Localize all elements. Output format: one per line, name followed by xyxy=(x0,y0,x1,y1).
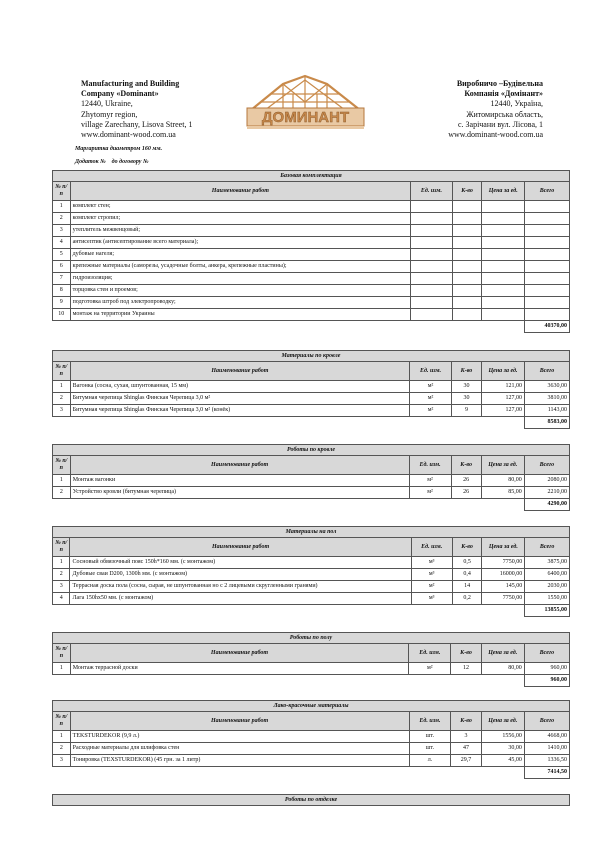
row-num: 5 xyxy=(53,249,71,261)
row-total: 2210,00 xyxy=(524,487,569,499)
row-qty xyxy=(452,201,482,213)
row-name: TEKSTURDEKOR (9,9 л.) xyxy=(70,731,409,743)
row-num: 3 xyxy=(53,225,71,237)
table-row xyxy=(53,285,570,297)
table-row xyxy=(53,405,570,417)
row-total: 3810,00 xyxy=(524,393,569,405)
row-total xyxy=(525,261,570,273)
contract-annex: Додаток № до договору № xyxy=(75,159,149,165)
row-num: 1 xyxy=(53,663,71,675)
row-price: 16000,00 xyxy=(482,569,525,581)
row-total xyxy=(525,249,570,261)
row-name: комплект стен; xyxy=(70,201,411,213)
row-name: Монтаж террасной доски xyxy=(70,663,409,675)
row-total: 6400,00 xyxy=(525,569,570,581)
row-qty xyxy=(452,261,482,273)
row-qty: 0,5 xyxy=(452,557,482,569)
row-price xyxy=(482,237,525,249)
sum-row xyxy=(53,605,570,617)
row-num: 1 xyxy=(53,475,71,487)
row-price: 145,00 xyxy=(482,581,525,593)
row-total: 2080,00 xyxy=(524,475,569,487)
row-name: Тонировка (TEXSTURDEKOR) (45 грн. за 1 литр) xyxy=(70,755,409,767)
section-title: Роботы по отделке xyxy=(53,795,570,806)
table-row xyxy=(53,593,570,605)
row-num: 8 xyxy=(53,285,71,297)
row-price: 85,00 xyxy=(481,487,524,499)
row-qty: 3 xyxy=(451,731,481,743)
row-unit: м² xyxy=(409,475,451,487)
row-price xyxy=(482,285,525,297)
row-total xyxy=(525,213,570,225)
row-total: 3630,00 xyxy=(524,381,569,393)
table-row xyxy=(53,213,570,225)
row-total: 2030,00 xyxy=(525,581,570,593)
row-unit: шт. xyxy=(409,743,451,755)
col-price-header: Цена за ед. xyxy=(481,644,524,663)
row-num: 4 xyxy=(53,593,70,605)
website-ua: www.dominant-wood.com.ua xyxy=(448,130,543,140)
section-sum: 960,00 xyxy=(524,675,569,687)
row-num: 1 xyxy=(53,731,71,743)
col-name-header: Наименование работ xyxy=(70,712,409,731)
row-num: 3 xyxy=(53,581,70,593)
row-price: 7750,00 xyxy=(482,557,525,569)
table-row xyxy=(53,273,570,285)
row-total xyxy=(525,237,570,249)
col-price-header: Цена за ед. xyxy=(482,182,525,201)
row-unit: м³ xyxy=(411,593,452,605)
row-qty xyxy=(452,309,482,321)
row-total xyxy=(525,273,570,285)
col-num-header: № п/п xyxy=(53,362,71,381)
col-total-header: Всего xyxy=(524,456,569,475)
row-qty: 14 xyxy=(452,581,482,593)
row-unit xyxy=(411,273,452,285)
row-price: 80,00 xyxy=(481,475,524,487)
row-total xyxy=(525,225,570,237)
row-price: 30,00 xyxy=(481,743,524,755)
row-name: утеплитель межвенцовый; xyxy=(70,225,411,237)
row-unit xyxy=(411,237,452,249)
table-row xyxy=(53,201,570,213)
sum-row xyxy=(53,499,570,511)
row-total: 1143,00 xyxy=(524,405,569,417)
row-price xyxy=(482,201,525,213)
row-unit xyxy=(411,249,452,261)
section-table xyxy=(52,700,570,779)
row-total: 1550,00 xyxy=(525,593,570,605)
row-name: Дубовые сваи D200, 1300h мм. (с монтажом) xyxy=(70,569,411,581)
company-header-ukrainian xyxy=(448,79,543,140)
row-unit xyxy=(411,261,452,273)
row-total xyxy=(525,297,570,309)
section-table xyxy=(52,444,570,511)
row-qty xyxy=(452,237,482,249)
col-total-header: Всего xyxy=(524,644,569,663)
row-price: 7750,00 xyxy=(482,593,525,605)
section-title: Материалы по кровле xyxy=(53,351,570,362)
table-row xyxy=(53,297,570,309)
table-row xyxy=(53,581,570,593)
section-sum: 8583,00 xyxy=(524,417,569,429)
row-total: 4668,00 xyxy=(524,731,569,743)
row-unit: м² xyxy=(410,393,452,405)
website-en: www.dominant-wood.com.ua xyxy=(81,130,176,140)
row-unit: м² xyxy=(409,487,451,499)
sum-row xyxy=(53,417,570,429)
row-price xyxy=(482,213,525,225)
row-unit: м³ xyxy=(411,569,452,581)
row-total xyxy=(525,285,570,297)
col-price-header: Цена за ед. xyxy=(481,456,524,475)
address-ua-1: 12440, Україна, xyxy=(490,99,543,109)
company-name-en-1: Manufacturing and Building xyxy=(81,79,180,88)
col-total-header: Всего xyxy=(524,362,569,381)
row-unit xyxy=(411,297,452,309)
row-unit: м³ xyxy=(411,557,452,569)
col-total-header: Всего xyxy=(524,712,569,731)
table-row xyxy=(53,569,570,581)
table-row xyxy=(53,487,570,499)
col-price-header: Цена за ед. xyxy=(482,362,525,381)
row-unit: м² xyxy=(410,381,452,393)
row-qty: 9 xyxy=(451,405,481,417)
col-total-header: Всего xyxy=(525,182,570,201)
table-row xyxy=(53,393,570,405)
company-name-ua-2: Компанія «Домінант» xyxy=(464,89,543,99)
row-unit xyxy=(411,225,452,237)
row-qty: 26 xyxy=(451,475,481,487)
row-price: 45,00 xyxy=(481,755,524,767)
row-num: 10 xyxy=(53,309,71,321)
col-price-header: Цена за ед. xyxy=(482,538,525,557)
col-num-header: № п/п xyxy=(53,644,71,663)
col-name-header: Наименование работ xyxy=(70,182,411,201)
row-name: Битумная черепица Shinglas Финская Черепица 3,0 м² xyxy=(70,393,410,405)
row-price xyxy=(482,309,525,321)
col-name-header: Наименование работ xyxy=(70,362,410,381)
row-name: Монтаж вагонки xyxy=(70,475,409,487)
row-unit xyxy=(411,213,452,225)
sum-row xyxy=(53,767,570,779)
address-en-2: Zhytomyr region, xyxy=(81,109,138,119)
row-qty: 0,4 xyxy=(452,569,482,581)
row-num: 2 xyxy=(53,569,70,581)
row-num: 1 xyxy=(53,381,71,393)
row-price: 1556,00 xyxy=(481,731,524,743)
col-qty-header: К-во xyxy=(451,712,481,731)
row-num: 2 xyxy=(53,393,71,405)
logo-text: ДОМИНАНТ xyxy=(261,109,350,126)
table-row xyxy=(53,237,570,249)
row-name: Расходные материалы для шлифовка стен xyxy=(70,743,409,755)
col-unit-header: Ед. изм. xyxy=(409,644,451,663)
row-name: Сосновый обвязочный пояс 150h*160 мм. (с монтажом) xyxy=(70,557,411,569)
row-qty xyxy=(452,225,482,237)
row-qty xyxy=(452,249,482,261)
table-row xyxy=(53,743,570,755)
section-table xyxy=(52,350,570,429)
col-num-header: № п/п xyxy=(53,712,71,731)
row-unit: л. xyxy=(409,755,451,767)
section-table xyxy=(52,526,570,617)
col-unit-header: Ед. изм. xyxy=(410,362,452,381)
row-total: 1410,00 xyxy=(524,743,569,755)
section-sum: 4290,00 xyxy=(524,499,569,511)
row-num: 2 xyxy=(53,743,71,755)
row-name: антисептик (антисептирование всего материала); xyxy=(70,237,411,249)
row-name: подготовка штроб под электропроводку; xyxy=(70,297,411,309)
address-ua-2: Житомирська область, xyxy=(466,109,543,119)
table-row xyxy=(53,755,570,767)
row-qty xyxy=(452,285,482,297)
row-num: 2 xyxy=(53,213,71,225)
col-qty-header: К-во xyxy=(451,644,481,663)
row-qty: 47 xyxy=(451,743,481,755)
section-title: Роботы по полу xyxy=(53,633,570,644)
company-name-en-2: Company «Dominant» xyxy=(81,89,159,99)
col-name-header: Наименование работ xyxy=(70,538,411,557)
section-title: Лако-красочные материалы xyxy=(53,701,570,712)
address-en-1: 12440, Ukraine, xyxy=(81,99,133,109)
product-subtitle: Маргаритка диаметром 160 мм. xyxy=(75,146,163,152)
row-num: 7 xyxy=(53,273,71,285)
row-qty: 0,2 xyxy=(452,593,482,605)
row-name: торцовка стен и проемов; xyxy=(70,285,411,297)
col-qty-header: К-во xyxy=(451,362,481,381)
table-row xyxy=(53,663,570,675)
col-unit-header: Ед. изм. xyxy=(409,456,451,475)
col-total-header: Всего xyxy=(525,538,570,557)
row-price: 121,00 xyxy=(482,381,525,393)
row-qty: 30 xyxy=(451,393,481,405)
row-total: 3875,00 xyxy=(525,557,570,569)
row-name: Битумная черепица Shinglas Финская Черепица 3,0 м² (конёк) xyxy=(70,405,410,417)
col-num-header: № п/п xyxy=(53,456,71,475)
section-title: Материалы на пол xyxy=(53,527,570,538)
table-row xyxy=(53,475,570,487)
row-unit xyxy=(411,285,452,297)
section-sum: 40370,00 xyxy=(525,321,570,333)
row-name: Устройство кровли (битумная черепица) xyxy=(70,487,409,499)
row-unit: м² xyxy=(411,581,452,593)
row-num: 2 xyxy=(53,487,71,499)
address-en-3: village Zarechany, Lisova Street, 1 xyxy=(81,119,193,129)
house-frame-logo-icon xyxy=(243,74,368,136)
row-total: 960,00 xyxy=(524,663,569,675)
row-name: дубовые нагеля; xyxy=(70,249,411,261)
row-num: 3 xyxy=(53,405,71,417)
row-price xyxy=(482,297,525,309)
row-name: монтаж на территории Украины xyxy=(70,309,411,321)
row-price: 80,00 xyxy=(481,663,524,675)
row-price xyxy=(482,249,525,261)
table-row xyxy=(53,249,570,261)
row-unit: шт. xyxy=(409,731,451,743)
row-num: 1 xyxy=(53,201,71,213)
company-logo xyxy=(243,74,368,136)
col-qty-header: К-во xyxy=(452,538,482,557)
row-qty: 30 xyxy=(451,381,481,393)
col-unit-header: Ед. изм. xyxy=(411,182,452,201)
row-qty: 26 xyxy=(451,487,481,499)
row-qty xyxy=(452,213,482,225)
row-num: 4 xyxy=(53,237,71,249)
row-name: гидроизоляция; xyxy=(70,273,411,285)
sum-row xyxy=(53,675,570,687)
section-sum: 7414,50 xyxy=(524,767,569,779)
row-total xyxy=(525,309,570,321)
row-qty xyxy=(452,273,482,285)
section-table xyxy=(52,170,570,333)
table-row xyxy=(53,557,570,569)
row-price: 127,00 xyxy=(482,393,525,405)
row-unit: м² xyxy=(409,663,451,675)
sum-row xyxy=(53,321,570,333)
col-name-header: Наименование работ xyxy=(70,644,409,663)
row-name: комплект стропил; xyxy=(70,213,411,225)
row-qty: 12 xyxy=(451,663,481,675)
table-row xyxy=(53,261,570,273)
row-unit: м² xyxy=(410,405,452,417)
row-qty xyxy=(452,297,482,309)
company-header-english xyxy=(81,79,192,140)
col-price-header: Цена за ед. xyxy=(481,712,524,731)
row-unit xyxy=(411,201,452,213)
section-title: Роботы по кровле xyxy=(53,445,570,456)
row-num: 9 xyxy=(53,297,71,309)
col-num-header: № п/п xyxy=(53,538,70,557)
row-qty: 29,7 xyxy=(451,755,481,767)
row-price xyxy=(482,261,525,273)
row-total: 1336,50 xyxy=(524,755,569,767)
col-qty-header: К-во xyxy=(451,456,481,475)
table-row xyxy=(53,225,570,237)
row-num: 3 xyxy=(53,755,71,767)
section-table xyxy=(52,632,570,687)
col-name-header: Наименование работ xyxy=(70,456,409,475)
col-unit-header: Ед. изм. xyxy=(411,538,452,557)
row-price: 127,00 xyxy=(482,405,525,417)
section-table-finishing xyxy=(52,794,570,806)
address-ua-3: с. Зарічани вул. Лісова, 1 xyxy=(457,119,543,129)
row-name: крепежные материалы (саморезы, усадочные болты, анкера, крепежные пластины); xyxy=(70,261,411,273)
row-name: Лага 150hx50 мм. (с монтажом) xyxy=(70,593,411,605)
row-unit xyxy=(411,309,452,321)
row-name: Террасная доска пола (сосна, сырая, не шпунтованная но с 2 лицевыми скругленными гранями) xyxy=(70,581,411,593)
row-price xyxy=(482,273,525,285)
company-name-ua-1: Виробничо –Будівельна xyxy=(456,79,543,88)
row-price xyxy=(482,225,525,237)
col-num-header: № п/п xyxy=(53,182,71,201)
section-title: Базовая комплектация xyxy=(53,171,570,182)
row-name: Вагонка (сосна, сухая, шпунтованная, 15 мм) xyxy=(70,381,410,393)
section-sum: 13855,00 xyxy=(525,605,570,617)
table-row xyxy=(53,309,570,321)
row-num: 6 xyxy=(53,261,71,273)
table-row xyxy=(53,381,570,393)
table-row xyxy=(53,731,570,743)
row-total xyxy=(525,201,570,213)
col-qty-header: К-во xyxy=(452,182,482,201)
row-num: 1 xyxy=(53,557,70,569)
col-unit-header: Ед. изм. xyxy=(409,712,451,731)
